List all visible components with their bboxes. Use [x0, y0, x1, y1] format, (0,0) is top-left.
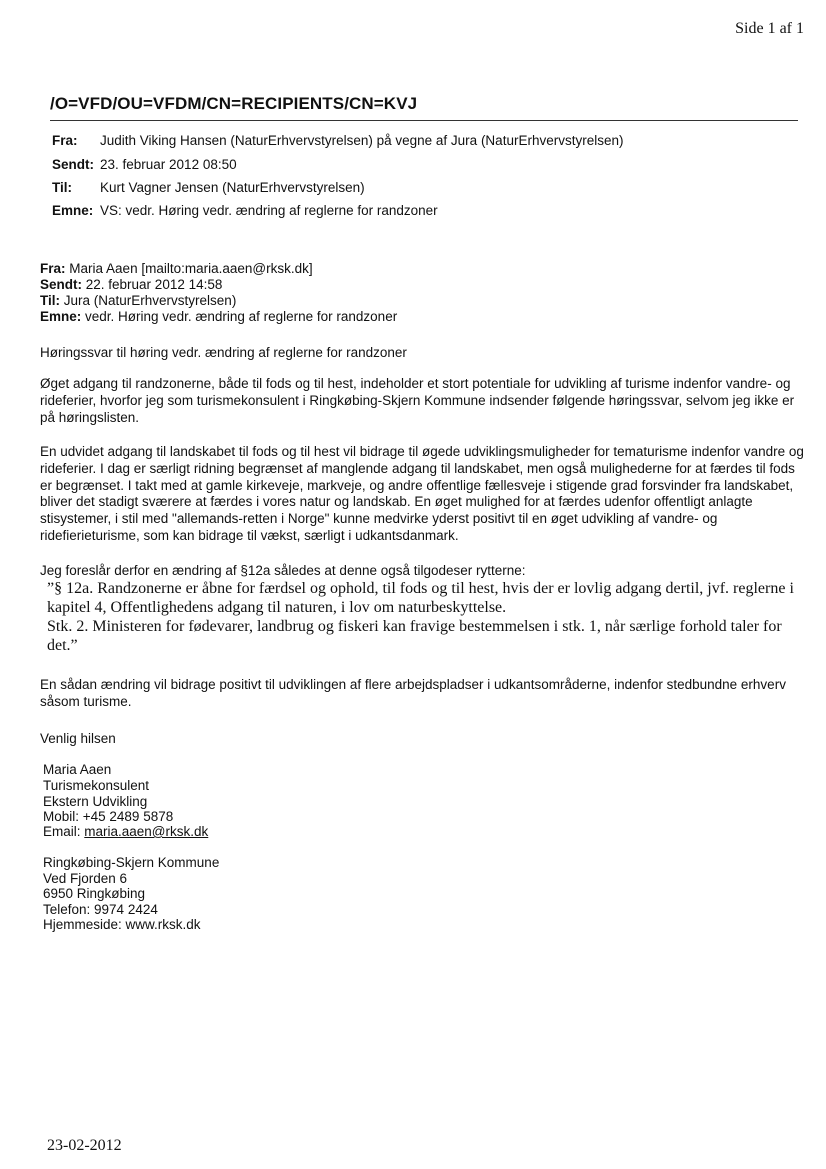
signature-name: Maria Aaen — [43, 762, 112, 777]
signature-department: Ekstern Udvikling — [43, 794, 148, 809]
outer-from-label: Fra: — [52, 133, 78, 148]
law-quote-2: Stk. 2. Ministeren for fødevarer, landbrug og fiskeri kan fravige bestemmelsen i stk. 1, når særlige forhold taler for det.” — [47, 618, 782, 654]
body-paragraph-2: En udvidet adgang til landskabet til fods og til hest vil bidrage til øgede udviklingsmuligheder for tematurisme indenfor vandre og rideferier. I dag er særligt ridning begrænset af manglende adgang til landskabet, men også mulighederne for at færdes til fods er begrænset. I takt med at gamle kirkeveje, markveje, og andre offentlige fællesveje i stigende grad forsvinder fra landskabet, bliver det stadigt sværere at færdes i vores natur og landskab. En øget mulighed for at færdes udenfor offentligt anlagte stisystemer, i stil med "allemands-retten i Norge" kunne medvirke yderst positivt til en øget udvikling af vandre- og ridefierieturisme, som kan bidrage til vækst, særligt i udkantsdanmark. — [40, 444, 804, 543]
outer-from-row — [52, 133, 623, 148]
org-website: Hjemmeside: www.rksk.dk — [43, 917, 201, 932]
inner-subject-row — [40, 308, 397, 325]
page-number: Side 1 af 1 — [735, 20, 804, 37]
body-paragraph-3: En sådan ændring vil bidrage positivt til udviklingen af flere arbejdspladser i udkantsområderne, indenfor stedbundne erhverv såsom turisme. — [40, 677, 786, 709]
org-name: Ringkøbing-Skjern Kommune — [43, 855, 220, 870]
inner-sent-row — [40, 276, 222, 293]
outer-to-value: Kurt Vagner Jensen (NaturErhvervstyrelsen) — [100, 180, 365, 195]
outer-subject-label: Emne: — [52, 203, 94, 218]
inner-from-value: Maria Aaen [mailto:maria.aaen@rksk.dk] — [69, 261, 313, 276]
inner-to-label: Til: — [40, 293, 60, 308]
header-divider — [50, 120, 798, 121]
signature-mobile: Mobil: +45 2489 5878 — [43, 809, 174, 824]
inner-subject-label: Emne: — [40, 309, 82, 324]
outer-subject-row — [52, 203, 438, 218]
mailbox-title: /O=VFD/OU=VFDM/CN=RECIPIENTS/CN=KVJ — [50, 94, 418, 113]
outer-subject-value: VS: vedr. Høring vedr. ændring af reglerne for randzoner — [100, 203, 438, 218]
outer-sent-label: Sendt: — [52, 157, 94, 172]
law-quote-1: ”§ 12a. Randzonerne er åbne for færdsel og ophold, til fods og til hest, hvis der er lovlig adgang dertil, jvf. reglerne i kapitel 4, Offentlighedens adgang til naturen, i lov om naturbeskyttelse. — [47, 580, 794, 616]
outer-sent-value: 23. februar 2012 08:50 — [100, 157, 237, 172]
outer-to-label: Til: — [52, 180, 72, 195]
inner-to-value: Jura (NaturErhvervstyrelsen) — [63, 293, 237, 308]
inner-from-row — [40, 260, 313, 277]
signature-title: Turismekonsulent — [43, 778, 150, 793]
org-street: Ved Fjorden 6 — [43, 871, 128, 886]
outer-to-row — [52, 180, 365, 195]
inner-subject-value: vedr. Høring vedr. ændring af reglerne for randzoner — [85, 309, 398, 324]
signature-email-label: Email: — [43, 824, 85, 839]
inner-to-row — [40, 292, 236, 309]
org-phone: Telefon: 9974 2424 — [43, 902, 158, 917]
signature-email-link[interactable]: maria.aaen@rksk.dk — [84, 824, 209, 839]
outer-from-value: Judith Viking Hansen (NaturErhvervstyrelsen) på vegne af Jura (NaturErhvervstyrelsen) — [100, 133, 624, 148]
inner-from-label: Fra: — [40, 261, 66, 276]
closing-greeting: Venlig hilsen — [40, 731, 116, 746]
proposal-intro: Jeg foreslår derfor en ændring af §12a således at denne også tilgodeser rytterne: — [40, 563, 526, 578]
print-date: 23-02-2012 — [47, 1137, 122, 1154]
inner-sent-value: 22. februar 2012 14:58 — [85, 277, 223, 292]
inner-sent-label: Sendt: — [40, 277, 82, 292]
intro-paragraph: Høringssvar til høring vedr. ændring af reglerne for randzoner — [40, 345, 407, 360]
signature-email-row — [43, 824, 208, 840]
outer-sent-row — [52, 157, 237, 172]
body-paragraph-1: Øget adgang til randzonerne, både til fods og til hest, indeholder et stort potentiale for udvikling af turisme indenfor vandre- og rideferier, hvorfor jeg som turismekonsulent i Ringkøbing-Skjern Kommune indsender følgende høringssvar, selvom jeg ikke er på høringslisten. — [40, 376, 795, 425]
org-city: 6950 Ringkøbing — [43, 886, 146, 901]
